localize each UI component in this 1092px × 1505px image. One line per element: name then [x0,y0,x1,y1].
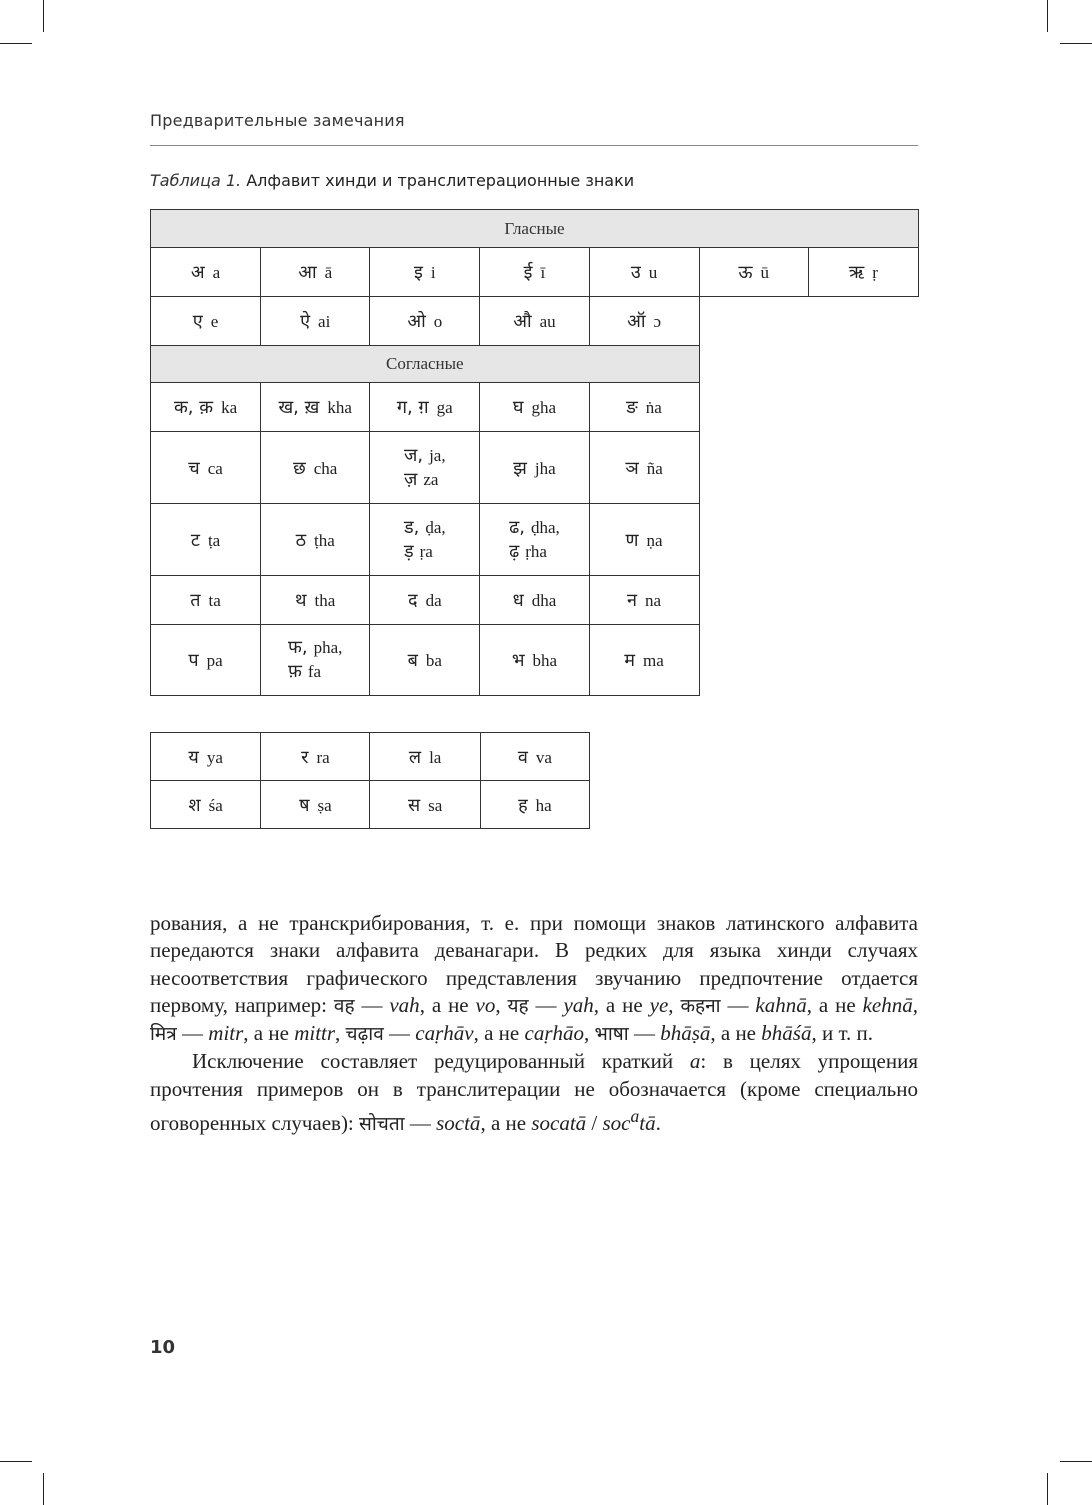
table-cell: ह ha [480,781,589,829]
consonants-header: Согласные [151,346,700,383]
empty-area [699,432,918,504]
crop-mark [1047,1473,1048,1505]
table-cell: ऋ ṛ [808,248,918,297]
empty-area [699,504,918,576]
table-cell: ग, ग़ ga [370,383,480,432]
empty-area [699,383,918,432]
table-cell: त ta [151,576,261,625]
table-cell: घ gha [480,383,589,432]
table-cell: ड, ḍa, ड़ ṛa [370,504,480,576]
alphabet-table [150,209,919,696]
table-row [151,625,919,696]
caption-title: Алфавит хинди и транслитерационные знаки [246,171,635,190]
empty-area [699,297,918,346]
header-rule [150,145,918,146]
table-cell: र ra [261,733,370,781]
empty-area [699,625,918,696]
paragraph: Исключение составляет редуцированный краткий a: в целях упрощения прочтения примеров он в транслитерации не обозначается (кроме специально оговоренных случаев): सोचता — soctā, а не socatā / soc$^a$tā. [150,1049,918,1136]
crop-mark [43,1473,44,1505]
table-row [151,576,919,625]
semivowels-sibilants-table [150,732,590,829]
table-row [151,733,590,781]
caption-label: Таблица 1. [150,171,242,190]
table-row [151,432,919,504]
table-cell: द da [370,576,480,625]
table-row [151,383,919,432]
table-row [151,297,919,346]
table-cell: ऑ ɔ [589,297,699,346]
paragraph: рования, а не транскрибирования, т. е. при помощи знаков латинского алфавита передаются знаки алфавита деванагари. В редких для языка хинди случаях несоответствия графического представления звучанию предпочтение отдается первому, например: वह — vah, а не vo, यह — yah, а не ye, कहना — kahnā, а не kehnā, मित्र — mitr, а не mittr, चढ़ाव — caṛhāv, а не caṛhāo, भाषा — bhāṣā, а не bhāśā, и т. п. [150,911,919,1046]
table-cell: य ya [151,733,261,781]
table-cell: ओ o [370,297,480,346]
table-cell: छ cha [261,432,370,504]
crop-mark [1060,43,1092,44]
vowels-header: Гласные [151,210,919,248]
crop-mark [43,0,44,32]
table-cell: ल la [370,733,480,781]
table-cell: ऐ ai [261,297,370,346]
table-cell: ङ ṅa [589,383,699,432]
table-cell: ध dha [480,576,589,625]
table-cell: ट ṭa [151,504,261,576]
table-cell: भ bha [480,625,589,696]
table-cell: स sa [370,781,480,829]
crop-mark [1047,0,1048,32]
running-head: Предварительные замечания [150,111,405,130]
table-cell: ञ ña [589,432,699,504]
crop-mark [1060,1461,1092,1462]
table-cell: ख, ख़ kha [261,383,370,432]
page-number: 10 [150,1337,176,1358]
table-cell: क, क़ ka [151,383,261,432]
table-caption [150,171,634,190]
table-cell: इ i [370,248,480,297]
table-cell: थ tha [261,576,370,625]
table-cell: उ u [589,248,699,297]
table-cell: ण ṇa [589,504,699,576]
crop-mark [0,43,32,44]
empty-area [699,576,918,625]
table-row [151,248,919,297]
table-cell: औ au [480,297,589,346]
table-cell: झ jha [480,432,589,504]
table-cell: अ a [151,248,261,297]
table-cell: न na [589,576,699,625]
table-cell: ठ ṭha [261,504,370,576]
table-cell: प pa [151,625,261,696]
table-row [151,781,590,829]
table-cell: फ, pha, फ़ fa [261,625,370,696]
crop-mark [0,1461,32,1462]
table-row [151,504,919,576]
table-cell: ब ba [370,625,480,696]
body-text [150,910,918,1138]
table-cell: ज, ja, ज़ za [370,432,480,504]
table-cell: च ca [151,432,261,504]
empty-area [699,346,918,383]
table-cell: ऊ ū [699,248,808,297]
table-cell: ई ī [480,248,589,297]
table-cell: ए e [151,297,261,346]
table-cell: श śa [151,781,261,829]
table-cell: ढ, ḍha, ढ़ ṛha [480,504,589,576]
table-cell: व va [480,733,589,781]
table-cell: म ma [589,625,699,696]
table-cell: आ ā [261,248,370,297]
table-cell: ष ṣa [261,781,370,829]
